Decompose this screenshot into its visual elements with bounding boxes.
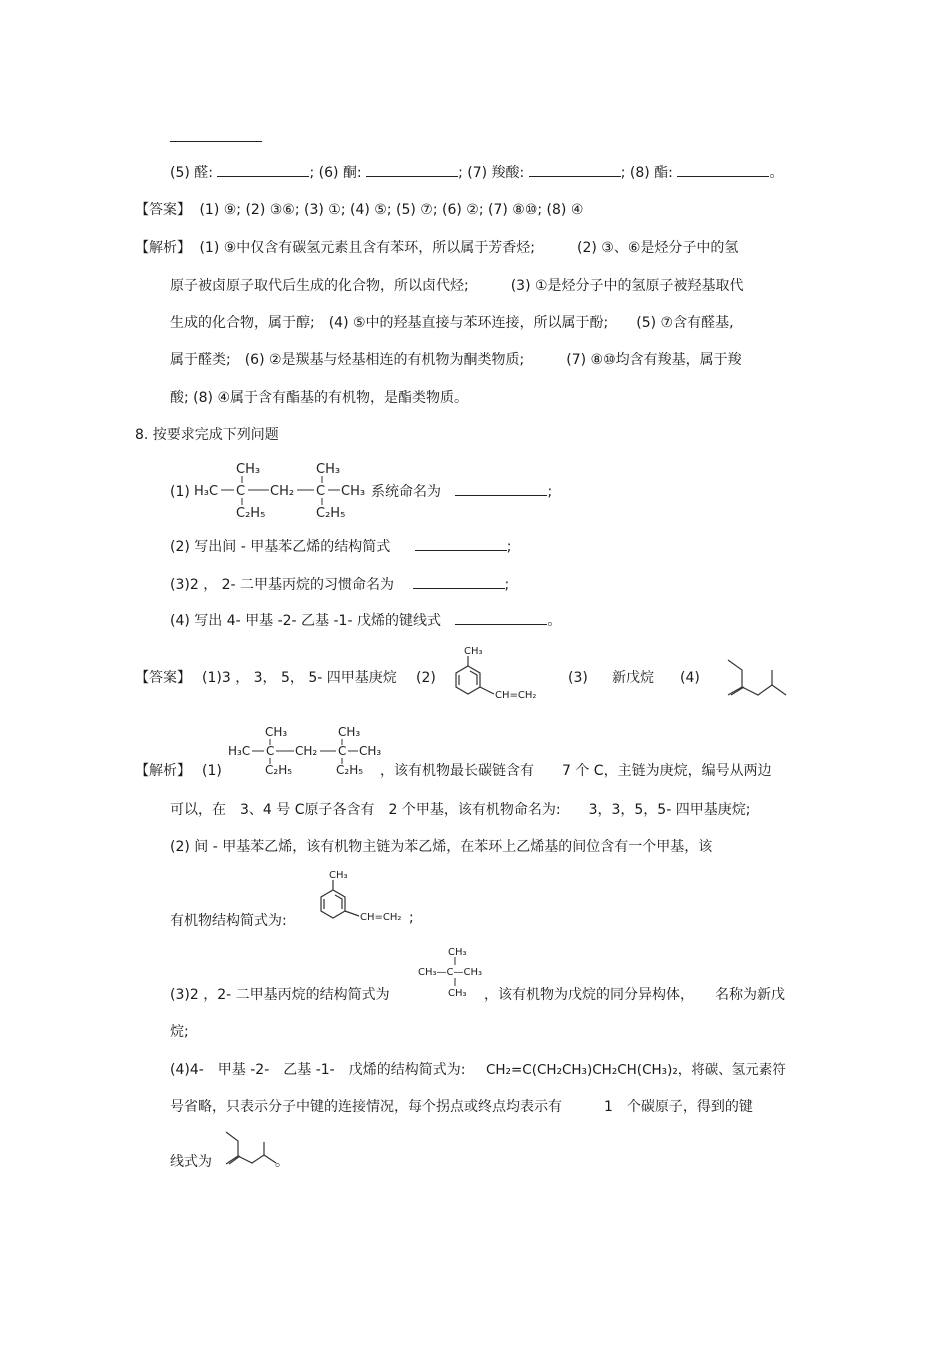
sf1-c-b: C xyxy=(316,484,326,499)
skeletal-formula-analysis xyxy=(220,1128,280,1170)
sf1-ch2: CH₂ xyxy=(270,484,295,499)
svg-text:C₂H₅: C₂H₅ xyxy=(265,763,293,777)
svg-text:CH₃: CH₃ xyxy=(265,725,288,739)
answer-text: (1) ⑨; (2) ③⑥; (3) ①; (4) ⑤; (5) ⑦; (6) ②; (7) ⑧⑩; (8) ④ xyxy=(199,202,584,218)
q8-a2-line2: 有机物结构简式为: xyxy=(170,913,287,929)
sf1-c-a: C xyxy=(236,484,246,499)
sf1-ch3-c: CH₃ xyxy=(341,484,366,499)
q8-ans3-text: 新戊烷 xyxy=(612,670,654,686)
neopentane-structure xyxy=(418,945,488,1000)
q8-a4-line2: 号省略，只表示分子中键的连接情况，每个拐点或终点均表示有 1 个碳原子，得到的键 xyxy=(170,1099,753,1115)
q7-analysis-line4: 属于醛类; (6) ②是羰基与烃基相连的有机物为酮类物质; (7) ⑧⑩均含有羧基，属于羧 xyxy=(170,352,742,368)
msty-ch3: CH₃ xyxy=(464,646,483,657)
svg-text:CH=CH₂: CH=CH₂ xyxy=(360,912,402,923)
svg-text:CH₃—C—CH₃: CH₃—C—CH₃ xyxy=(418,967,483,978)
svg-text:CH₃: CH₃ xyxy=(338,725,361,739)
svg-text:CH₃: CH₃ xyxy=(329,870,348,881)
q8-a4-line1a: (4)4- 甲基 -2- 乙基 -1- 戊烯的结构简式为: xyxy=(170,1062,466,1078)
svg-text:CH₂: CH₂ xyxy=(295,744,318,758)
structure-formula-1 xyxy=(194,455,374,525)
q8-a4-line1b: CH₂=C(CH₂CH₃)CH₂CH(CH₃)₂，将碳、氢元素符 xyxy=(486,1062,786,1078)
q8-answer-tag: 【答案】 xyxy=(135,670,191,686)
q7-analysis-line1: 【解析】 (1) ⑨中仅含有碳氢元素且含有苯环，所以属于芳香烃; (2) ③、⑥是烃分子中的氢 xyxy=(135,240,739,256)
q8-ans1: (1)3 ， 3， 5， 5- 四甲基庚烷 xyxy=(202,670,397,686)
answer-tag: 【答案】 xyxy=(135,202,191,218)
sf1-ch3-b: CH₃ xyxy=(316,462,341,477)
q7-7-label: ; (7) 羧酸: xyxy=(458,165,529,181)
q7-answer xyxy=(135,200,583,220)
q8-title: 8. 按要求完成下列问题 xyxy=(135,427,279,443)
q8-analysis-tag: 【解析】 xyxy=(135,763,191,779)
msty-vinyl: CH=CH₂ xyxy=(495,690,537,701)
q7-analysis-line5: 酸; (8) ④属于含有酯基的有机物，是酯类物质。 xyxy=(170,390,468,406)
q8-a3-mid: ，该有机物为戊烷的同分异构体， 名称为新戊 xyxy=(484,987,785,1003)
q7-analysis-line3: 生成的化合物，属于醇; (4) ⑤中的羟基直接与苯环连接，所以属于酚; (5) ⑦含有醛基, xyxy=(170,315,734,331)
q8-a3-line2: 烷; xyxy=(170,1024,189,1040)
sf1-ch3-a: CH₃ xyxy=(236,462,261,477)
q7-line5: (5) 醛: ; (6) 酮: ; (7) 羧酸: ; (8) 酯: 。 xyxy=(170,165,784,181)
q7-analysis-line2: 原子被卤原子取代后生成的化合物，所以卤代烃; (3) ①是烃分子中的氢原子被羟基取代 xyxy=(170,278,744,294)
svg-text:H₃C: H₃C xyxy=(228,744,251,758)
q8-a3-line1: (3)2 ，2- 二甲基丙烷的结构简式为 xyxy=(170,987,390,1003)
svg-text:CH₃: CH₃ xyxy=(448,988,467,999)
skeletal-formula-answer xyxy=(720,655,790,700)
q8-ans4: (4) xyxy=(680,670,700,686)
q8-a1-text: ，该有机物最长碳链含有 7 个 C，主链为庚烷，编号从两边 xyxy=(380,763,772,779)
svg-text:CH₃: CH₃ xyxy=(359,744,382,758)
q8-a1-line2: 可以，在 3、4 号 C原子各含有 2 个甲基，该有机物命名为: 3，3，5，5- 四甲基庚烷; xyxy=(170,802,751,818)
q8-a2-end: ; xyxy=(409,910,414,926)
q8-ans2: (2) xyxy=(416,670,436,686)
q8-p4: (4) 写出 4- 甲基 -2- 乙基 -1- 戊烯的键线式 。 xyxy=(170,613,562,629)
sf1-h3c: H₃C xyxy=(194,484,219,499)
q8-p3: (3)2 ， 2- 二甲基丙烷的习惯命名为 ; xyxy=(170,577,510,593)
q7-5-label: (5) 醛: xyxy=(170,165,218,181)
q8-a2-line1: (2) 间 - 甲基苯乙烯，该有机物主链为苯乙烯，在苯环上乙烯基的间位含有一个甲基，该 xyxy=(170,839,713,855)
q8-ans3: (3) xyxy=(568,670,588,686)
m-methylstyrene-structure xyxy=(450,648,560,708)
q8-a1-num: (1) xyxy=(202,763,222,779)
sf1-c2h5-a: C₂H₅ xyxy=(236,506,266,521)
q8-a4-line3: 线式为 xyxy=(170,1154,212,1170)
svg-text:C: C xyxy=(266,744,275,758)
q7-8-label: ; (8) 酯: xyxy=(620,165,678,181)
q8-p2: (2) 写出间 - 甲基苯乙烯的结构简式 ; xyxy=(170,539,512,555)
analysis-tag: 【解析】 xyxy=(135,240,191,256)
sf1-c2h5-b: C₂H₅ xyxy=(316,506,346,521)
svg-text:C: C xyxy=(338,744,347,758)
svg-text:C₂H₅: C₂H₅ xyxy=(336,763,364,777)
q8-p1-num: (1) xyxy=(170,484,190,500)
structure-formula-2 xyxy=(228,722,398,782)
q8-a4-end: 。 xyxy=(275,1154,289,1170)
q8-p1-suffix: 系统命名为 ; xyxy=(371,484,553,500)
svg-text:CH₃: CH₃ xyxy=(448,947,467,958)
top-blank xyxy=(170,128,262,148)
q7-6-label: ; (6) 酮: xyxy=(309,165,367,181)
